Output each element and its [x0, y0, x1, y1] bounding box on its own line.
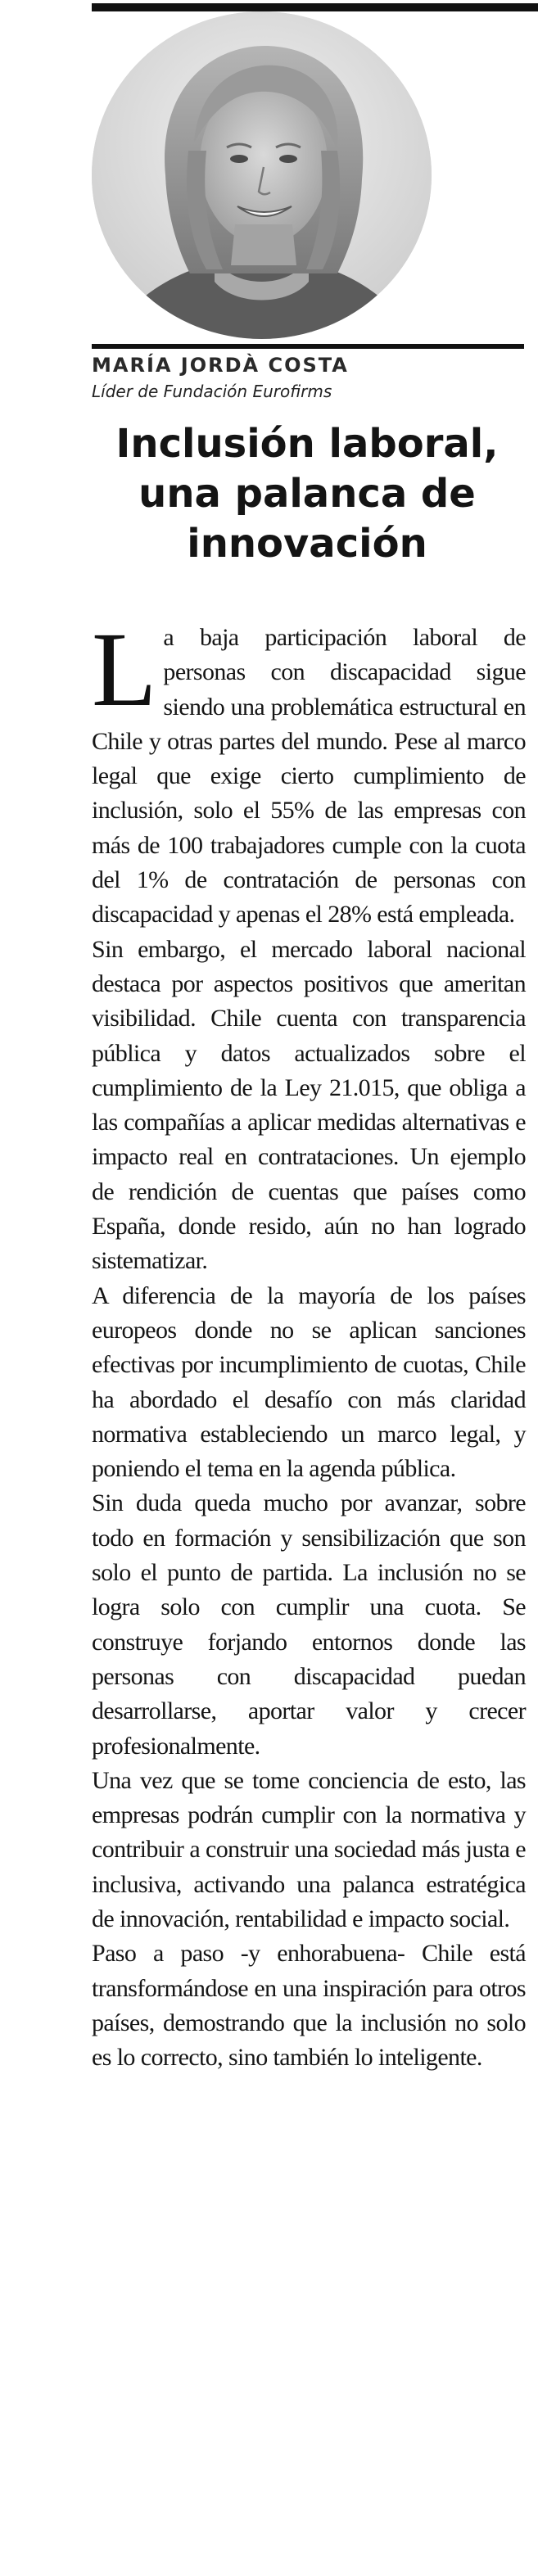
- author-portrait-image: [92, 11, 432, 339]
- article-paragraph-5: Una vez que se tome conciencia de esto, las empresas podrán cumplir con la normativa y contribuir a construir una sociedad más justa e inclusiva, activando una palanca estratégica de innovación, rentabilidad e impacto social.: [92, 1766, 526, 1932]
- article-paragraph-2: Sin embargo, el mercado laboral nacional destaca por aspectos positivos que ameritan visibilidad. Chile cuenta con transparencia pública y datos actualizados sobre el cumplimiento de la Ley 21.015, que obliga a las compañías a aplicar medidas alternativas e impacto real en contrataciones. Un ejemplo de rendición de cuentas que países como España, donde resido, aún no han logrado sistematizar.: [92, 935, 526, 1275]
- author-name: MARÍA JORDÀ COSTA: [92, 354, 349, 377]
- drop-cap: L: [92, 611, 157, 729]
- paragraph-text: a baja participación laboral de personas con discapacidad sigue siendo una problemática estructural en Chile y otras partes del mundo. Pese al marco legal que exige cierto cumplimiento de inclusión, solo el 55% de las empresas con más de 100 trabajadores cumple con la cuota del 1% de contratación de personas con discapacidad y apenas el 28% está empleada.: [92, 624, 526, 929]
- article-paragraph-4: Sin duda queda mucho por avanzar, sobre todo en formación y sensibilización que son solo el punto de partida. La inclusión no se logra solo con cumplir una cuota. Se construye forjando entornos donde las personas con discapacidad puedan desarrollarse, aportar valor y crecer profesionalmente.: [92, 1489, 526, 1760]
- byline-rule: [92, 344, 524, 349]
- top-rule: [92, 3, 538, 11]
- author-portrait: [92, 11, 432, 339]
- article-paragraph-1: [92, 611, 526, 933]
- author-role: Líder de Fundación Eurofirms: [92, 382, 332, 401]
- article-paragraph-3: A diferencia de la mayoría de los países europeos donde no se aplican sanciones efectivas por incumplimiento de cuotas, Chile ha abordado el desafío con más claridad normativa estableciendo un marco legal, y poniendo el tema en la agenda pública.: [92, 1281, 526, 1483]
- article-headline: Inclusión laboral, una palanca de innovación: [115, 421, 499, 567]
- article-body: [92, 611, 526, 2075]
- article-paragraph-6: Paso a paso -y enhorabuena- Chile está transformándose en una inspiración para otros países, demostrando que la inclusión no solo es lo correcto, sino también lo inteligente.: [92, 1940, 526, 2072]
